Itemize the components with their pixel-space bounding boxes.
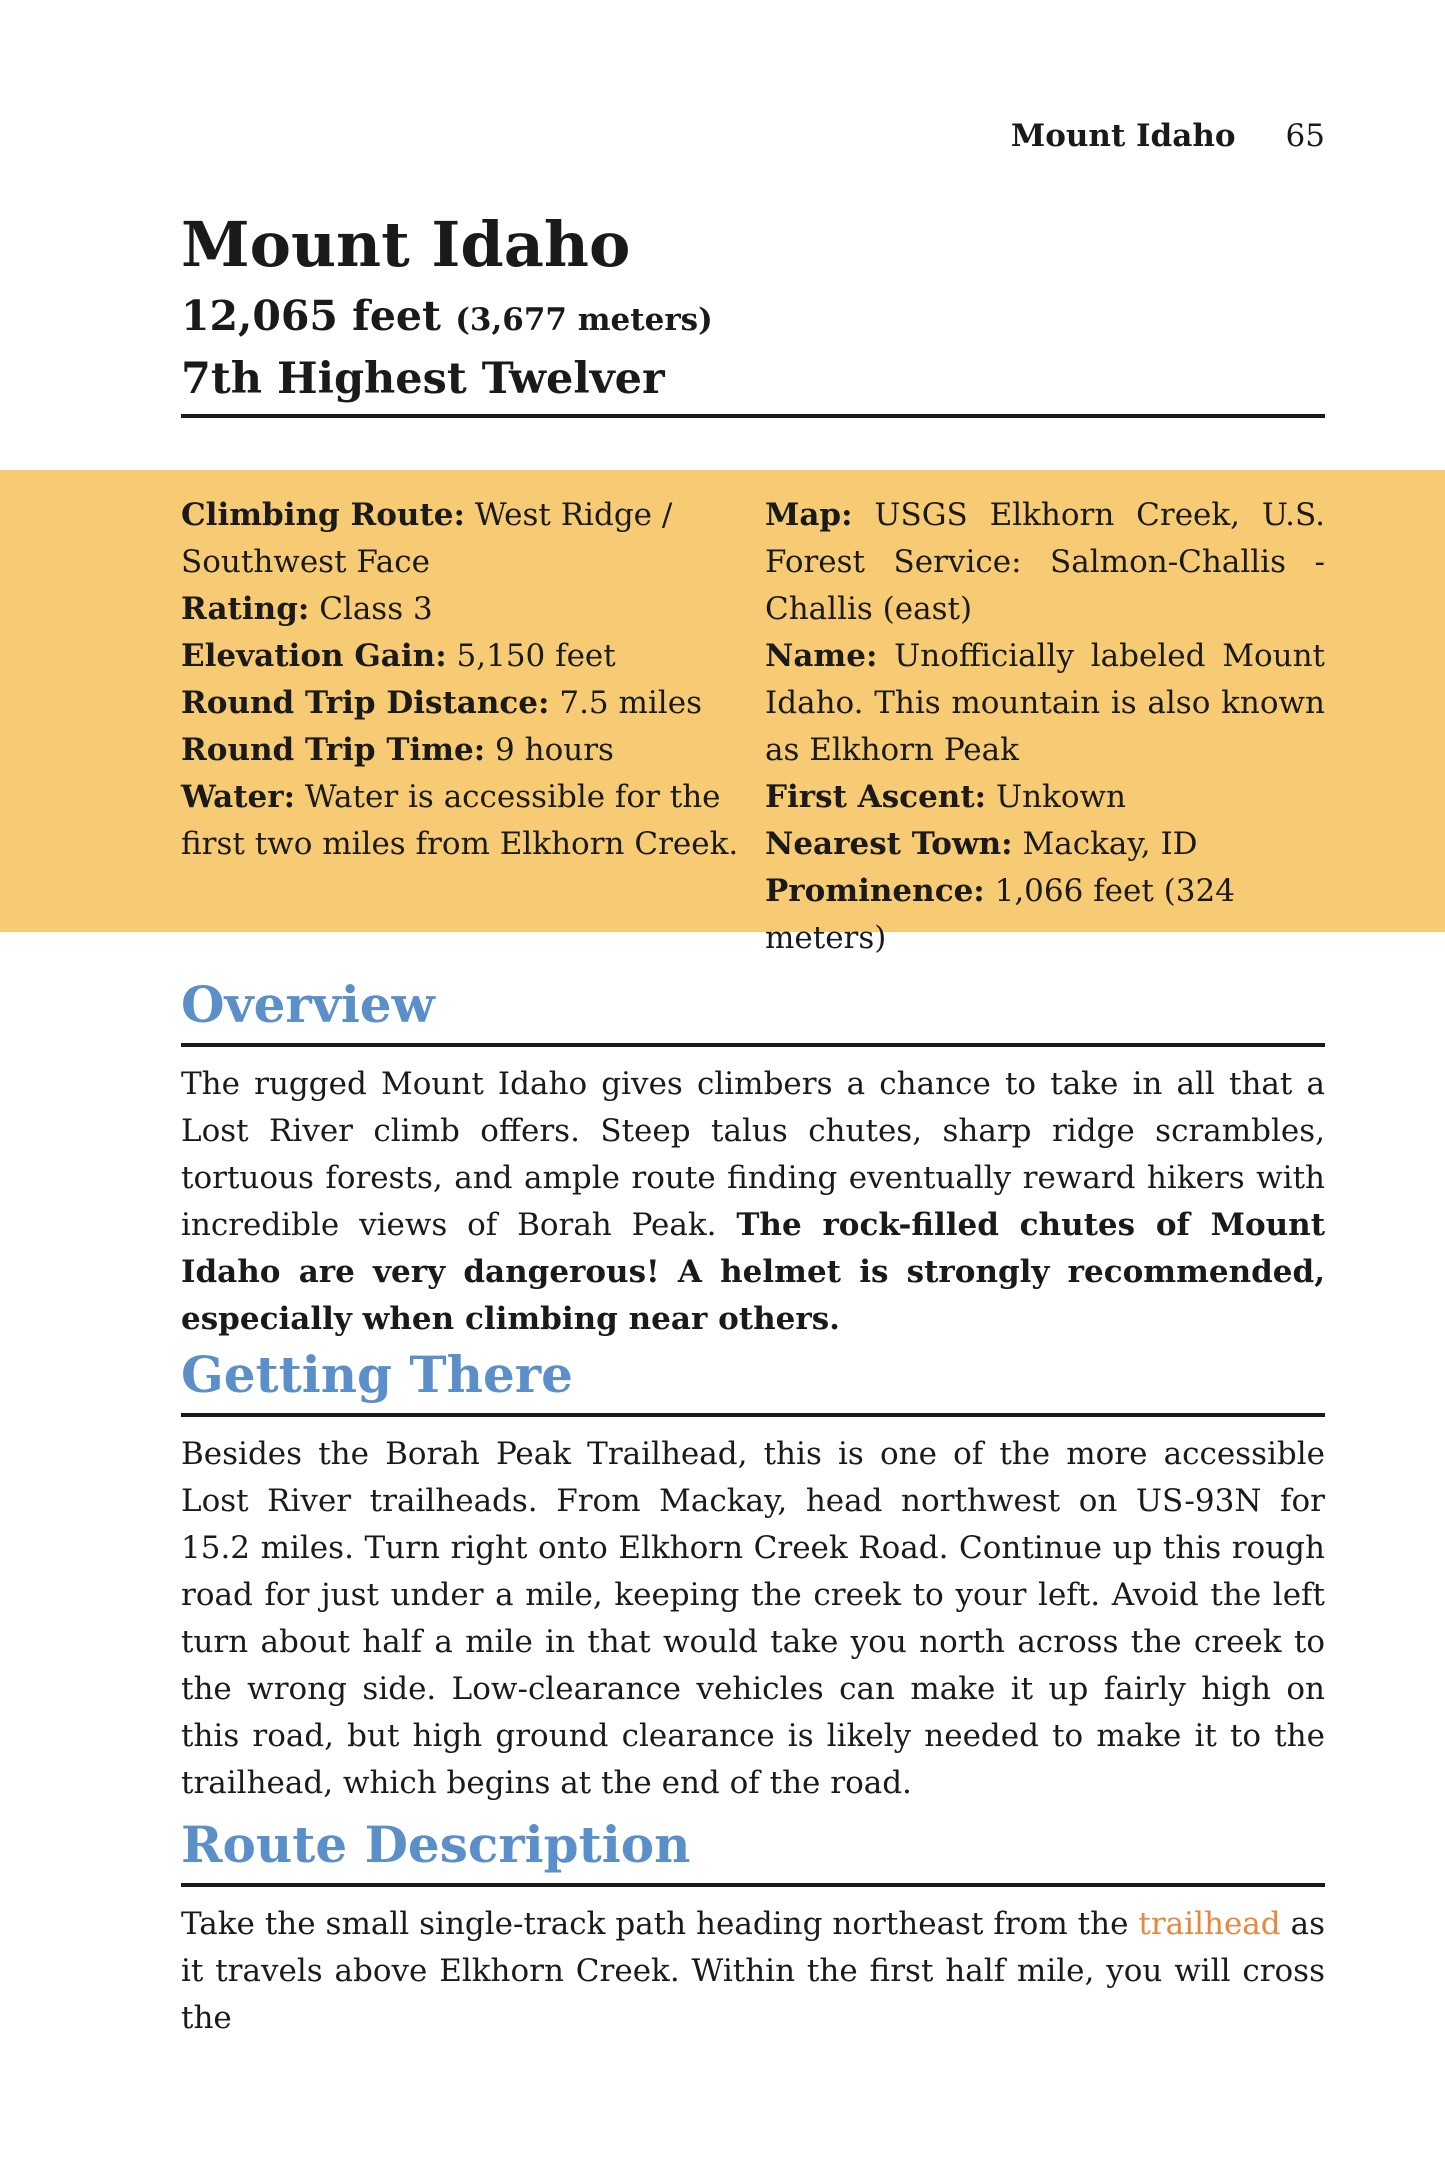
info-value: USGS Elkhorn Creek, U.S. Forest Service: Salmon-Challis - Challis (east) xyxy=(765,497,1325,627)
info-climbing-route xyxy=(181,492,741,586)
info-value: Mackay, ID xyxy=(1022,826,1198,862)
info-prominence xyxy=(765,868,1325,962)
section-getting-there xyxy=(181,1345,1325,1807)
running-title: Mount Idaho xyxy=(1010,118,1236,154)
overview-body: The rugged Mount Idaho gives climbers a chance to take in all that a Lost River climb offers. Steep talus chutes, sharp ridge scrambles, tortuous forests, and ample route finding eventually reward hikers with incredible views of Borah Peak. xyxy=(181,1066,1325,1243)
elevation-feet: 12,065 feet xyxy=(181,292,441,341)
section-heading: Overview xyxy=(181,975,1325,1047)
info-first-ascent xyxy=(765,774,1325,821)
info-value: Unofficially labeled Mount Idaho. This mountain is also known as Elkhorn Peak xyxy=(765,638,1325,768)
info-map xyxy=(765,492,1325,633)
info-nearest-town xyxy=(765,821,1325,868)
getting-there-text: Besides the Borah Peak Trailhead, this is one of the more accessible Lost River trailheads. From Mackay, head northwest on US-93N for 15.2 miles. Turn right onto Elkhorn Creek Road. Continue up this rough road for just under a mile, keeping the creek to your left. Avoid the left turn about half a mile in that would take you north across the creek to the wrong side. Low-clearance vehicles can make it up fairly high on this road, but high ground clearance is likely needed to make it to the trailhead, which begins at the end of the road. xyxy=(181,1436,1325,1801)
info-label: Water: xyxy=(181,779,296,815)
section-overview xyxy=(181,975,1325,1343)
info-label: Elevation Gain: xyxy=(181,638,447,674)
running-head xyxy=(1011,118,1325,154)
overview-text xyxy=(181,1061,1325,1343)
page-title: Mount Idaho xyxy=(181,208,631,281)
info-value: 7.5 miles xyxy=(559,685,702,721)
overview-warning: The rock-filled chutes of Mount Idaho are very dangerous! A helmet is strongly recommended, especially when climbing near others. xyxy=(181,1207,1326,1337)
info-elevation-gain xyxy=(181,633,741,680)
info-columns xyxy=(181,492,1325,962)
info-label: Map: xyxy=(765,497,853,533)
info-column-left xyxy=(181,492,741,962)
info-label: Prominence: xyxy=(765,873,985,909)
info-label: Round Trip Distance: xyxy=(181,685,550,721)
page-number: 65 xyxy=(1285,118,1325,154)
trailhead-link[interactable]: trailhead xyxy=(1138,1906,1281,1942)
info-water xyxy=(181,774,741,868)
info-column-right xyxy=(765,492,1325,962)
info-value: 1,066 feet (324 meters) xyxy=(765,873,1235,956)
info-value: Water is accessible for the first two miles from Elkhorn Creek. xyxy=(181,779,739,862)
title-block xyxy=(181,208,1325,418)
route-description-text xyxy=(181,1901,1325,2042)
info-value: Class 3 xyxy=(319,591,433,627)
info-label: Nearest Town: xyxy=(765,826,1013,862)
route-text-after: as it travels above Elkhorn Creek. Within the first half mile, you will cross the xyxy=(181,1906,1325,2036)
info-name xyxy=(765,633,1325,774)
info-label: Round Trip Time: xyxy=(181,732,486,768)
info-value: West Ridge / Southwest Face xyxy=(181,497,673,580)
section-route-description xyxy=(181,1815,1325,2042)
info-label: Name: xyxy=(765,638,878,674)
info-round-trip-distance xyxy=(181,680,741,727)
info-label: First Ascent: xyxy=(765,779,987,815)
info-label: Rating: xyxy=(181,591,310,627)
info-label: Climbing Route: xyxy=(181,497,465,533)
peak-rank: 7th Highest Twelver xyxy=(181,348,1325,418)
route-text-before: Take the small single-track path heading northeast from the xyxy=(181,1906,1129,1942)
info-value: Unkown xyxy=(995,779,1126,815)
info-box xyxy=(0,470,1445,956)
section-heading: Route Description xyxy=(181,1815,1325,1887)
elevation-meters: (3,677 meters) xyxy=(455,302,713,339)
elevation xyxy=(181,290,1325,343)
info-round-trip-time xyxy=(181,727,741,774)
info-value: 5,150 feet xyxy=(456,638,616,674)
info-value: 9 hours xyxy=(495,732,614,768)
info-rating xyxy=(181,586,741,633)
section-heading: Getting There xyxy=(181,1345,1325,1417)
